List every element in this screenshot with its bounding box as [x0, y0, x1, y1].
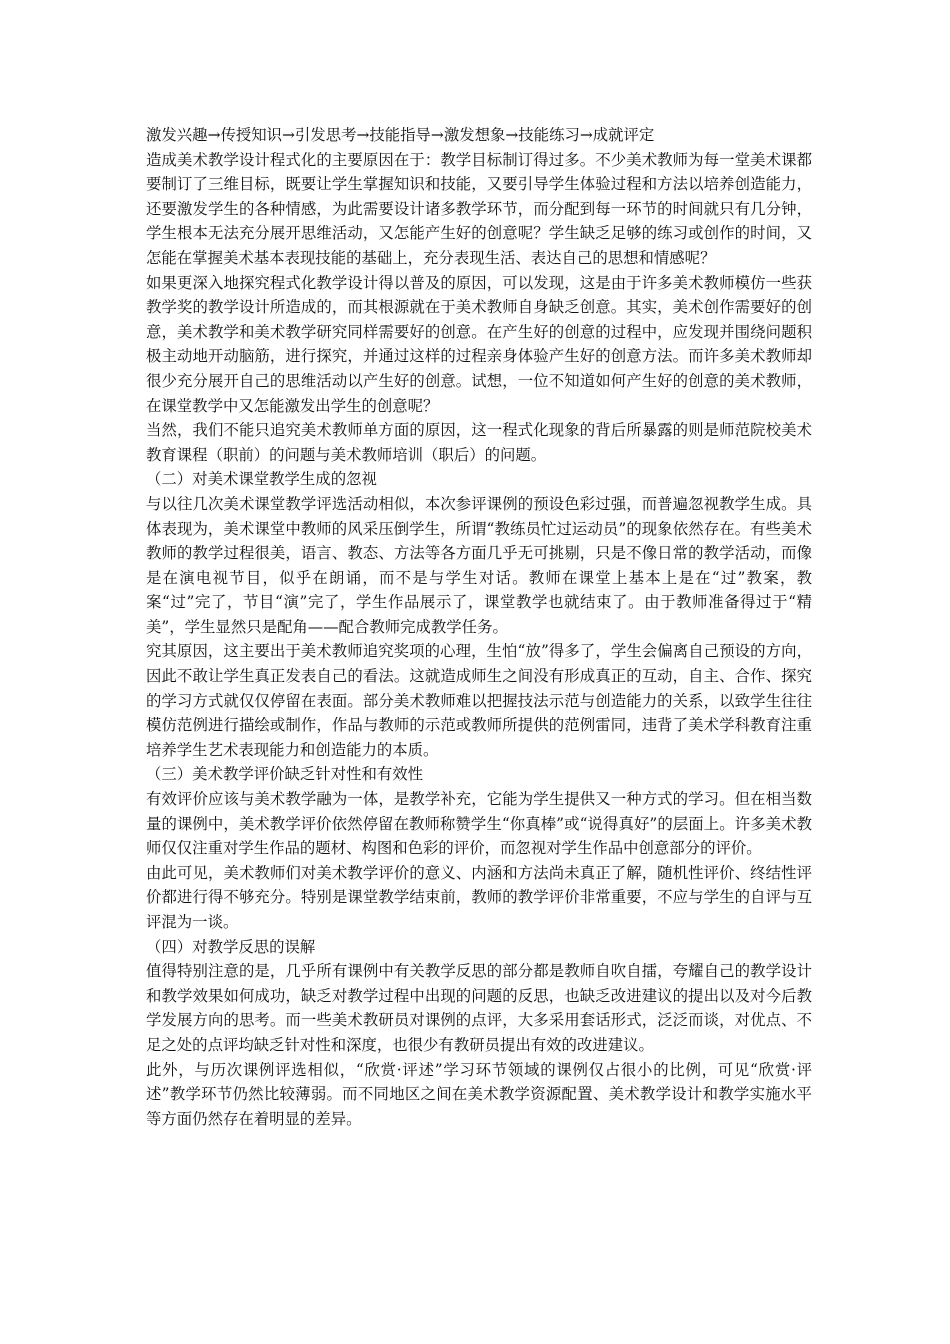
section-heading: （四）对教学反思的误解: [146, 937, 316, 956]
paragraph: 如果更深入地探究程式化教学设计得以普及的原因，可以发现，这是由于许多美术教师模仿一些获教学奖的教学设计所造成的，而其根源就在于美术教师自身缺乏创意。其实，美术创作需要好的创意，美术教学和美术教学研究同样需要好的创意。在产生好的创意的过程中，应发现并围绕问题积极主动地开动脑筋，进行探究，并通过这样的过程亲身体验产生好的创意方法。而许多美术教师却很少充分展开自己的思维活动以产生好的创意。试想，一位不知道如何产生好的创意的美术教师，在课堂教学中又怎能激发出学生的创意呢？: [146, 273, 812, 415]
paragraph: 值得特别注意的是，几乎所有课例中有关教学反思的部分都是教师自吹自擂，夸耀自己的教学设计和教学效果如何成功，缺乏对教学过程中出现的问题的反思，也缺乏改进建议的提出以及对今后教学发展方向的思考。而一些美术教研员对课例的点评，大多采用套话形式，泛泛而谈，对优点、不足之处的点评均缺乏针对性和深度，也很少有教研员提出有效的改进建议。: [146, 962, 812, 1054]
section-heading: （三）美术教学评价缺乏针对性和有效性: [146, 765, 424, 784]
paragraph: 此外，与历次课例评选相似，“欣赏·评述”学习环节领域的课例仅占很小的比例，可见“欣赏·评述”教学环节仍然比较薄弱。而不同地区之间在美术教学资源配置、美术教学设计和教学实施水平等方面仍然存在着明显的差异。: [146, 1060, 812, 1128]
process-flow-line: 激发兴趣→传授知识→引发思考→技能指导→激发想象→技能练习→成就评定: [146, 126, 655, 144]
paragraph: 与以往几次美术课堂教学评选活动相似，本次参评课例的预设色彩过强，而普遍忽视教学生成。具体表现为，美术课堂中教师的风采压倒学生，所谓“教练员忙过运动员”的现象依然存在。有些美术教师的教学过程很美，语言、教态、方法等各方面几乎无可挑剔，只是不像日常的教学活动，而像是在演电视节目，似乎在朗诵，而不是与学生对话。教师在课堂上基本上是在“过”教案，教案“过”完了，节目“演”完了，学生作品展示了，课堂教学也就结束了。由于教师准备得过于“精美”，学生显然只是配角——配合教师完成教学任务。: [146, 494, 812, 636]
document-body: [146, 123, 812, 1131]
section-heading: （二）对美术课堂教学生成的忽视: [146, 470, 377, 489]
paragraph: 造成美术教学设计程式化的主要原因在于：教学目标制订得过多。不少美术教师为每一堂美术课都要制订了三维目标，既要让学生掌握知识和技能，又要引导学生体验过程和方法以培养创造能力，还要激发学生的各种情感，为此需要设计诸多教学环节，而分配到每一环节的时间就只有几分钟，学生根本无法充分展开思维活动，又怎能产生好的创意呢？学生缺乏足够的练习或创作的时间，又怎能在掌握美术基本表现技能的基础上，充分表现生活、表达自己的思想和情感呢？: [146, 150, 812, 267]
paragraph: 有效评价应该与美术教学融为一体，是教学补充，它能为学生提供又一种方式的学习。但在相当数量的课例中，美术教学评价依然停留在教师称赞学生“你真棒”或“说得真好”的层面上。许多美术教师仅仅注重对学生作品的题材、构图和色彩的评价，而忽视对学生作品中创意部分的评价。: [146, 790, 812, 858]
paragraph: 当然，我们不能只追究美术教师单方面的原因，这一程式化现象的背后所暴露的则是师范院校美术教育课程（职前）的问题与美术教师培训（职后）的问题。: [146, 421, 812, 464]
paragraph: 由此可见，美术教师们对美术教学评价的意义、内涵和方法尚未真正了解，随机性评价、终结性评价都进行得不够充分。特别是课堂教学结束前，教师的教学评价非常重要，不应与学生的自评与互评混为一谈。: [146, 863, 812, 931]
paragraph: 究其原因，这主要出于美术教师追究奖项的心理，生怕“放”得多了，学生会偏离自己预设的方向，因此不敢让学生真正发表自己的看法。这就造成师生之间没有形成真正的互动，自主、合作、探究的学习方式就仅仅停留在表面。部分美术教师难以把握技法示范与创造能力的关系，以致学生往往模仿范例进行描绘或制作，作品与教师的示范或教师所提供的范例雷同，违背了美术学科教育注重培养学生艺术表现能力和创造能力的本质。: [146, 642, 812, 759]
